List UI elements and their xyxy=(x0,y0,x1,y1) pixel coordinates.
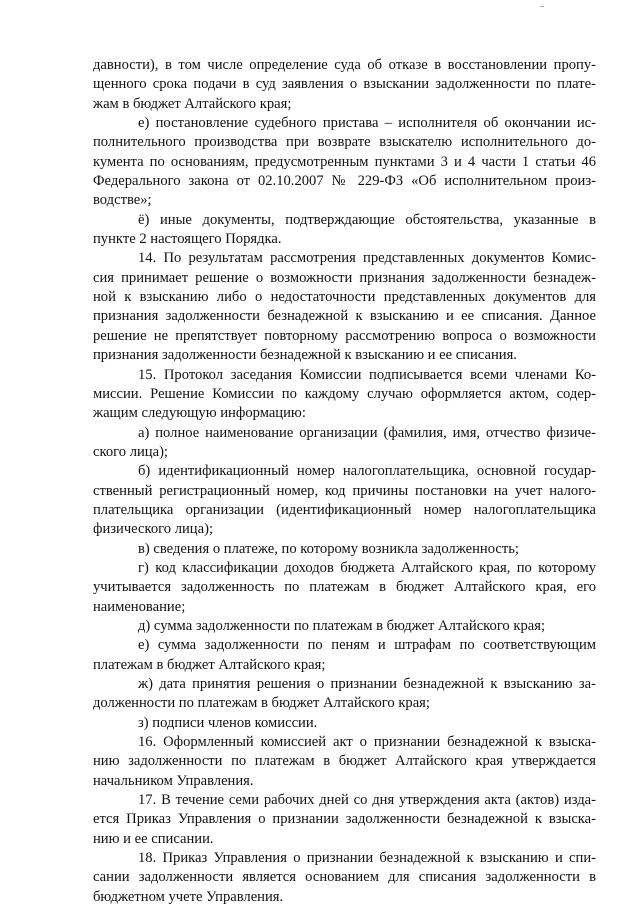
paragraph-item-d xyxy=(93,617,596,636)
text-line: признания задолженности безнадежной к взысканию и ее списания. xyxy=(93,347,517,364)
paragraph-item-yo xyxy=(93,211,596,250)
text-line: сия принимает решение о возможности признания задолженности безнадеж- xyxy=(93,269,596,286)
paragraph-item-b xyxy=(93,462,596,539)
text-line: платежам в бюджет Алтайского края; xyxy=(93,656,326,673)
text-line: нию и ее списании. xyxy=(93,830,214,847)
text-line: учитывается задолженность по платежам в бюджет Алтайского края, его xyxy=(93,579,596,596)
paragraph-continuation xyxy=(93,56,596,114)
text-line: ского лица); xyxy=(93,443,168,460)
text-line: щенного срока подачи в суд заявления о взыскании задолженности по плате- xyxy=(93,76,596,93)
text-line: долженности по платежам в бюджет Алтайского края; xyxy=(93,695,430,712)
paragraph-item-a xyxy=(93,424,596,463)
text-line: 16. Оформленный комиссией акт о признании безнадежной к взыска- xyxy=(138,734,596,751)
text-line: ё) иные документы, подтверждающие обстоятельства, указанные в xyxy=(138,211,596,228)
text-line: г) код классификации доходов бюджета Алтайского края, по которому xyxy=(138,559,596,576)
text-line: начальником Управления. xyxy=(93,772,254,789)
text-line: а) полное наименование организации (фамилия, имя, отчество физиче- xyxy=(138,424,596,441)
text-line: решение не препятствует повторному рассмотрению вопроса о возможности xyxy=(93,327,596,344)
text-line: физического лица); xyxy=(93,521,214,538)
paragraph-18 xyxy=(93,849,596,907)
paragraph-17 xyxy=(93,791,596,849)
text-line: з) подписи членов комиссии. xyxy=(138,714,318,731)
text-line: 17. В течение семи рабочих дней со дня утверждения акта (актов) изда- xyxy=(138,792,596,809)
text-line: жам в бюджет Алтайского края; xyxy=(93,95,292,112)
text-line: сании задолженности является основанием для списания задолженности в xyxy=(93,869,596,886)
paragraph-16 xyxy=(93,733,596,791)
paragraph-item-e2 xyxy=(93,636,596,675)
text-line: 18. Приказ Управления о признании безнадежной к взысканию и спи- xyxy=(138,850,596,867)
text-line: ж) дата принятия решения о признании безнадежной к взысканию за- xyxy=(138,676,596,692)
document-body xyxy=(93,56,596,907)
text-line: ственный регистрационный номер, код причины постановки на учет налого- xyxy=(93,482,596,499)
text-line: давности), в том числе определение суда об отказе в восстановлении пропу- xyxy=(93,57,596,73)
paragraph-14 xyxy=(93,249,596,365)
text-line: пункте 2 настоящего Порядка. xyxy=(93,231,282,248)
text-line: кумента по основаниям, предусмотренным пунктами 3 и 4 части 1 статьи 46 xyxy=(93,153,596,170)
paragraph-15 xyxy=(93,366,596,424)
text-line: бюджетном учете Управления. xyxy=(93,888,284,905)
text-line: наименование; xyxy=(93,598,186,615)
text-line: б) идентификационный номер налогоплательщика, основной государ- xyxy=(138,463,596,480)
text-line: плательщика организации (идентификационный номер налогоплательщика xyxy=(93,501,596,518)
text-line: миссии. Решение Комиссии по каждому случаю оформляется актом, содер- xyxy=(93,385,596,402)
text-line: ной к взысканию либо о недостаточности представленных документов для xyxy=(93,289,596,306)
text-line: е) сумма задолженности по пеням и штрафам по соответствующим xyxy=(138,637,596,654)
text-line: полнительного производства при возврате взыскателю исполнительного до- xyxy=(93,134,596,151)
text-line: 15. Протокол заседания Комиссии подписывается всеми членами Ко- xyxy=(138,366,596,383)
text-line: ется Приказ Управления о признании задолженности безнадежной к взыска- xyxy=(93,811,596,828)
text-line: водстве»; xyxy=(93,192,152,209)
text-line: 14. По результатам рассмотрения представленных документов Комис- xyxy=(138,250,596,267)
text-line: нию задолженности по платежам в бюджет Алтайского края утверждается xyxy=(93,753,596,770)
paragraph-item-g xyxy=(93,559,596,617)
paragraph-item-v xyxy=(93,540,596,559)
text-line: е) постановление судебного пристава – исполнителя об окончании ис- xyxy=(138,115,596,132)
text-line: д) сумма задолженности по платежам в бюджет Алтайского края; xyxy=(138,617,546,634)
paragraph-item-e xyxy=(93,114,596,211)
paragraph-item-zh xyxy=(93,675,596,714)
text-line: жащим следующую информацию: xyxy=(93,405,306,422)
text-line: Федерального закона от 02.10.2007 № 229-ФЗ «Об исполнительном произ- xyxy=(93,173,596,190)
scan-mark xyxy=(540,6,544,7)
text-line: в) сведения о платеже, по которому возникла задолженность; xyxy=(138,540,519,557)
paragraph-item-z xyxy=(93,714,596,733)
text-line: признания задолженности безнадежной к взысканию и ее списания. Данное xyxy=(93,308,596,325)
